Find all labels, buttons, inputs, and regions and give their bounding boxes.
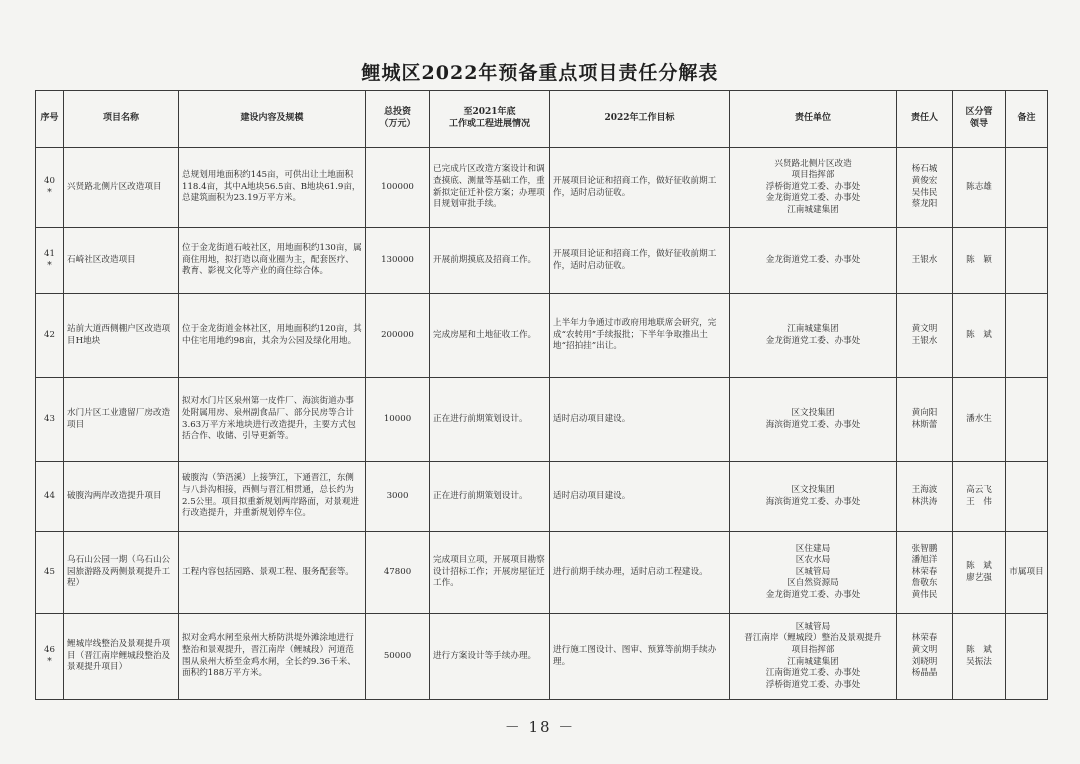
responsible-person: 杨石城 黄俊宏 吴伟民 蔡龙阳	[897, 148, 953, 228]
note	[1006, 378, 1048, 462]
note	[1006, 614, 1048, 700]
responsible-person: 林荣春 黄文明 刘晓明 杨晶晶	[897, 614, 953, 700]
note: 市属项目	[1006, 532, 1048, 614]
note	[1006, 228, 1048, 294]
project-name: 石崎社区改造项目	[64, 228, 179, 294]
responsible-person: 王海波 林洪涛	[897, 462, 953, 532]
project-name: 鲤城岸线整治及景观提升项目（晋江南岸鲤城段整治及景观提升项目）	[64, 614, 179, 700]
responsible-person: 张智鹏 潘旭洋 林荣春 詹敬东 黄伟民	[897, 532, 953, 614]
total-investment: 47800	[366, 532, 430, 614]
star-mark: *	[47, 657, 52, 668]
table-row	[36, 228, 1048, 294]
table-row	[36, 614, 1048, 700]
row-no: 46 *	[36, 614, 64, 700]
target-2022: 适时启动项目建设。	[550, 378, 730, 462]
table-row	[36, 378, 1048, 462]
project-content: 拟对金鸡水闸至泉州大桥防洪堤外滩涂地进行整治和景观提升，晋江南岸（鲤城段）河道范围从泉州大桥至金鸡水闸，全长约9.36千米、面积约188万平方米。	[179, 614, 366, 700]
header-content: 建设内容及规模	[179, 91, 366, 148]
project-content: 位于金龙街道石岐社区，用地面积约130亩，属商住用地，拟打造以商业圈为主，配套医疗、教育、影视文化等产业的商住综合体。	[179, 228, 366, 294]
target-2022: 适时启动项目建设。	[550, 462, 730, 532]
row-no: 43	[36, 378, 64, 462]
project-content: 位于金龙街道金林社区，用地面积约120亩，其中住宅用地约98亩，其余为公园及绿化用地。	[179, 294, 366, 378]
total-investment: 130000	[366, 228, 430, 294]
total-investment: 50000	[366, 614, 430, 700]
progress-2021: 已完成片区改造方案设计和调查摸底、测量等基础工作，重新拟定征迁补偿方案；办理项目规划审批手续。	[430, 148, 550, 228]
note	[1006, 148, 1048, 228]
table-row	[36, 294, 1048, 378]
progress-2021: 正在进行前期策划设计。	[430, 378, 550, 462]
target-2022: 上半年力争通过市政府用地联席会研究，完成“农转用”手续报批；下半年争取推出土地“招拍挂”出让。	[550, 294, 730, 378]
responsible-person: 黄向阳 林斯蕾	[897, 378, 953, 462]
responsible-unit: 区住建局 区农水局 区城管局 区自然资源局 金龙街道党工委、办事处	[730, 532, 897, 614]
header-progress: 至2021年底 工作或工程进展情况	[430, 91, 550, 148]
row-no: 42	[36, 294, 64, 378]
header-invest: 总投资 （万元）	[366, 91, 430, 148]
project-content: 总规划用地面积约145亩，可供出让土地面积118.4亩，其中A地块56.5亩、B地块61.9亩，总建筑面积为23.19万平方米。	[179, 148, 366, 228]
target-2022: 开展项目论证和招商工作，做好征收前期工作，适时启动征收。	[550, 228, 730, 294]
star-mark: *	[47, 188, 52, 199]
header-leader: 区分管 领导	[953, 91, 1006, 148]
district-leader: 陈志雄	[953, 148, 1006, 228]
table-row	[36, 148, 1048, 228]
project-name: 破腹沟两岸改造提升项目	[64, 462, 179, 532]
row-no: 45	[36, 532, 64, 614]
page-number: － 18 －	[504, 718, 576, 736]
responsible-unit: 区文投集团 海滨街道党工委、办事处	[730, 462, 897, 532]
progress-2021: 完成房屋和土地征收工作。	[430, 294, 550, 378]
project-content: 拟对水门片区泉州第一皮件厂、海滨街道办事处附属用房、泉州副食品厂、部分民房等合计3.63万平方米地块进行改造提升，主要方式包括合作、收储、引导更新等。	[179, 378, 366, 462]
progress-2021: 开展前期摸底及招商工作。	[430, 228, 550, 294]
project-content: 破腹沟（笋浯溪）上接笋江，下通晋江，东侧与八卦沟相接，西侧与晋江相贯通，总长约为2.5公里。项目拟重新规划两岸路面，对景观进行改造提升，并重新规划停车位。	[179, 462, 366, 532]
district-leader: 高云飞 王 伟	[953, 462, 1006, 532]
table-row	[36, 532, 1048, 614]
district-leader: 陈 斌	[953, 294, 1006, 378]
total-investment: 200000	[366, 294, 430, 378]
row-no: 41 *	[36, 228, 64, 294]
district-leader: 陈 斌 吴振法	[953, 614, 1006, 700]
star-mark: *	[47, 261, 52, 272]
district-leader: 陈 颖	[953, 228, 1006, 294]
total-investment: 10000	[366, 378, 430, 462]
project-name: 兴贤路北侧片区改造项目	[64, 148, 179, 228]
header-no: 序号	[36, 91, 64, 148]
header-person: 责任人	[897, 91, 953, 148]
project-content: 工程内容包括园路、景观工程、服务配套等。	[179, 532, 366, 614]
responsible-unit: 兴贤路北侧片区改造 项目指挥部 浮桥街道党工委、办事处 金龙街道党工委、办事处 江南城建集团	[730, 148, 897, 228]
total-investment: 100000	[366, 148, 430, 228]
responsibility-table	[35, 90, 1048, 700]
target-2022: 进行施工图设计、图审、预算等前期手续办理。	[550, 614, 730, 700]
table-row	[36, 462, 1048, 532]
note	[1006, 462, 1048, 532]
project-name: 乌石山公园一期（乌石山公园旅游路及两侧景观提升工程）	[64, 532, 179, 614]
page-title: 鲤城区2022年预备重点项目责任分解表	[361, 62, 719, 84]
progress-2021: 正在进行前期策划设计。	[430, 462, 550, 532]
table-header-row	[36, 91, 1048, 148]
project-name: 水门片区工业遗留厂房改造项目	[64, 378, 179, 462]
responsible-unit: 区城管局 晋江南岸（鲤城段）整治及景观提升 项目指挥部 江南城建集团 江南街道党工委、办事处 浮桥街道党工委、办事处	[730, 614, 897, 700]
target-2022: 开展项目论证和招商工作，做好征收前期工作，适时启动征收。	[550, 148, 730, 228]
header-unit: 责任单位	[730, 91, 897, 148]
total-investment: 3000	[366, 462, 430, 532]
responsible-person: 王银水	[897, 228, 953, 294]
district-leader: 陈 斌 廖艺强	[953, 532, 1006, 614]
target-2022: 进行前期手续办理，适时启动工程建设。	[550, 532, 730, 614]
note	[1006, 294, 1048, 378]
row-no: 44	[36, 462, 64, 532]
responsible-unit: 金龙街道党工委、办事处	[730, 228, 897, 294]
project-name: 站前大道西侧棚户区改造项目H地块	[64, 294, 179, 378]
header-name: 项目名称	[64, 91, 179, 148]
header-target: 2022年工作目标	[550, 91, 730, 148]
row-no: 40 *	[36, 148, 64, 228]
responsible-person: 黄文明 王银水	[897, 294, 953, 378]
district-leader: 潘水生	[953, 378, 1006, 462]
progress-2021: 完成项目立项，开展项目勘察设计招标工作；开展房屋征迁工作。	[430, 532, 550, 614]
progress-2021: 进行方案设计等手续办理。	[430, 614, 550, 700]
responsible-unit: 区文投集团 海滨街道党工委、办事处	[730, 378, 897, 462]
responsible-unit: 江南城建集团 金龙街道党工委、办事处	[730, 294, 897, 378]
header-note: 备注	[1006, 91, 1048, 148]
